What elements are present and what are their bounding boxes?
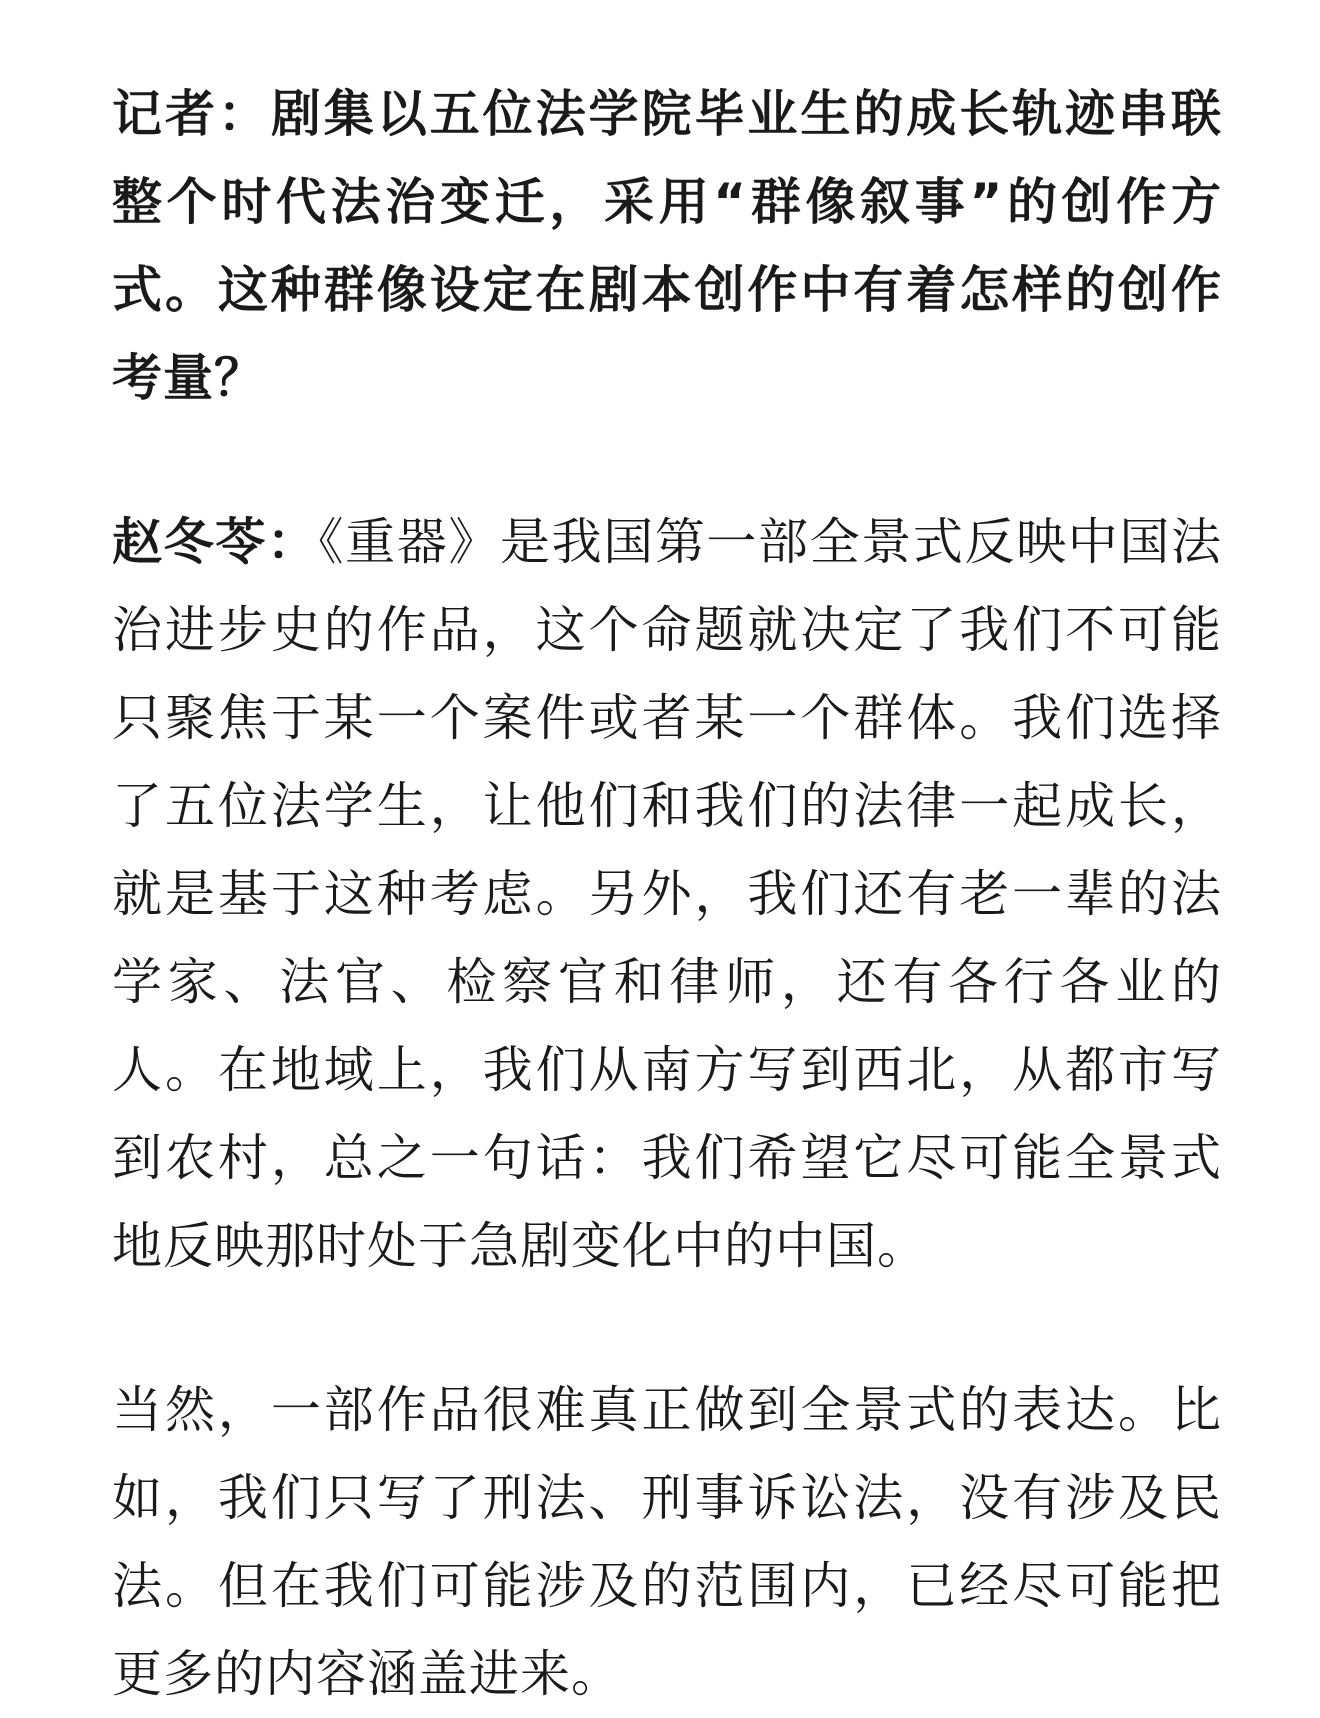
answer-paragraph [112, 498, 1222, 1290]
question-paragraph [112, 70, 1222, 422]
question-text: 剧集以五位法学院毕业生的成长轨迹串联整个时代法治变迁，采用“群像叙事”的创作方式。这种群像设定在剧本创作中有着怎样的创作考量？ [112, 85, 1223, 407]
followup-paragraph: 当然，一部作品很难真正做到全景式的表达。比如，我们只写了刑法、刑事诉讼法，没有涉及民法。但在我们可能涉及的范围内，已经尽可能把更多的内容涵盖进来。 [112, 1381, 1222, 1703]
answer-speaker: 赵冬苓： [112, 513, 319, 571]
answer-text: 《重器》是我国第一部全景式反映中国法治进步史的作品，这个命题就决定了我们不可能只聚焦于某一个案件或者某一个群体。我们选择了五位法学生，让他们和我们的法律一起成长，就是基于这种考虑。另外，我们还有老一辈的法学家、法官、检察官和律师，还有各行各业的人。在地域上，我们从南方写到西北，从都市写到农村，总之一句话：我们希望它尽可能全景式地反映那时处于急剧变化中的中国。 [112, 513, 1223, 1275]
question-speaker: 记者： [112, 85, 271, 143]
article-body [112, 0, 1222, 1718]
